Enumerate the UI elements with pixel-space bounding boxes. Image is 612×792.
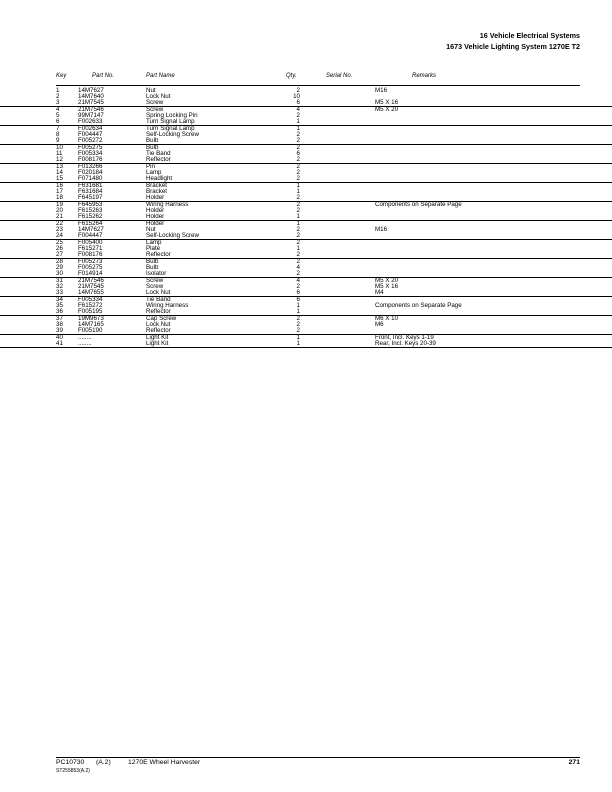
qty-cell: 1 — [296, 340, 300, 347]
key-cell: 26 — [56, 245, 63, 252]
part-no-cell: F615271 — [78, 245, 103, 252]
part-name-cell: Nut — [146, 226, 156, 233]
part-name-cell: Screw — [146, 277, 164, 284]
qty-cell: 2 — [296, 137, 300, 144]
part-no-cell: F615272 — [78, 302, 103, 309]
part-no-cell: 21M7546 — [78, 277, 104, 284]
qty-cell: 1 — [296, 334, 300, 341]
key-cell: 33 — [56, 289, 63, 296]
qty-cell: 2 — [296, 270, 300, 277]
qty-cell: 6 — [296, 289, 300, 296]
qty-cell: 2 — [296, 251, 300, 258]
part-name-cell: Lamp — [146, 239, 162, 246]
part-name-cell: Lock Nut — [146, 289, 171, 296]
qty-cell: 1 — [296, 118, 300, 125]
part-name-cell: Lock Nut — [146, 93, 171, 100]
part-name-cell: Isolator — [146, 270, 167, 277]
part-name-cell: Bulb — [146, 137, 159, 144]
key-cell: 8 — [56, 131, 60, 138]
remarks-cell: M5 X 20 — [375, 106, 399, 113]
qty-cell: 2 — [296, 131, 300, 138]
row-group — [0, 183, 612, 202]
col-serial-no: Serial No. — [326, 73, 353, 79]
part-name-cell: Reflector — [146, 156, 171, 163]
key-cell: 30 — [56, 270, 63, 277]
page-header — [446, 31, 580, 52]
part-name-cell: Screw — [146, 106, 164, 113]
key-cell: 22 — [56, 220, 63, 227]
key-cell: 13 — [56, 163, 63, 170]
part-no-cell: F005190 — [78, 327, 103, 334]
part-no-cell: F005195 — [78, 308, 103, 315]
section-title: 16 Vehicle Electrical Systems — [479, 31, 580, 40]
remarks-cell: M5 X 20 — [375, 277, 399, 284]
qty-cell: 1 — [296, 182, 300, 189]
key-cell: 21 — [56, 213, 63, 220]
qty-cell: 2 — [296, 283, 300, 290]
part-no-cell: F615263 — [78, 207, 103, 214]
part-no-cell: F002634 — [78, 125, 103, 132]
model-name: 1270E Wheel Harvester — [128, 759, 201, 766]
part-no-cell: F071480 — [78, 175, 103, 182]
part-no-cell: 99M7147 — [78, 112, 104, 119]
key-cell: 12 — [56, 156, 63, 163]
page-number: 271 — [568, 759, 580, 766]
key-cell: 27 — [56, 251, 63, 258]
group-title: 1673 Vehicle Lighting System 1270E T2 — [446, 41, 580, 51]
part-name-cell: Screw — [146, 283, 164, 290]
key-cell: 25 — [56, 239, 63, 246]
qty-cell: 2 — [296, 258, 300, 265]
qty-cell: 2 — [296, 321, 300, 328]
part-no-cell: F645197 — [78, 194, 103, 201]
qty-cell: 1 — [296, 213, 300, 220]
part-no-cell: 14M7655 — [78, 289, 104, 296]
row-group — [0, 126, 612, 145]
part-no-cell: F008176 — [78, 251, 103, 258]
key-cell: 41 — [56, 340, 63, 347]
key-cell: 32 — [56, 283, 63, 290]
part-name-cell: Holder — [146, 220, 165, 227]
qty-cell: 2 — [296, 156, 300, 163]
part-name-cell: Bulb — [146, 264, 159, 271]
key-cell: 38 — [56, 321, 63, 328]
footer-rule — [56, 757, 580, 758]
row-group — [0, 316, 612, 335]
qty-cell: 2 — [296, 169, 300, 176]
part-no-cell: F008176 — [78, 156, 103, 163]
part-name-cell: Nut — [146, 87, 156, 94]
part-name-cell: Bulb — [146, 144, 159, 151]
key-cell: 18 — [56, 194, 63, 201]
remarks-cell: Components on Separate Page — [375, 302, 462, 309]
qty-cell: 2 — [296, 226, 300, 233]
key-cell: 11 — [56, 150, 63, 157]
part-no-cell: F005400 — [78, 239, 103, 246]
part-name-cell: Bracket — [146, 188, 167, 195]
part-name-cell: Plate — [146, 245, 161, 252]
remarks-cell: Components on Separate Page — [375, 201, 462, 208]
column-headers — [0, 73, 612, 82]
key-cell: 5 — [56, 112, 60, 119]
part-name-cell: Bulb — [146, 258, 159, 265]
qty-cell: 4 — [296, 264, 300, 271]
key-cell: 17 — [56, 188, 63, 195]
row-group — [0, 164, 612, 183]
part-no-cell: F004447 — [78, 131, 103, 138]
qty-cell: 2 — [296, 112, 300, 119]
qty-cell: 2 — [296, 315, 300, 322]
key-cell: 40 — [56, 334, 63, 341]
qty-cell: 4 — [296, 106, 300, 113]
qty-cell: 2 — [296, 175, 300, 182]
part-name-cell: Lamp — [146, 169, 162, 176]
key-cell: 34 — [56, 296, 63, 303]
qty-cell: 2 — [296, 194, 300, 201]
part-no-cell: F615262 — [78, 213, 103, 220]
key-cell: 2 — [56, 93, 60, 100]
row-group — [0, 88, 612, 107]
part-no-cell: F013266 — [78, 163, 103, 170]
part-no-cell: F014914 — [78, 270, 103, 277]
col-key: Key — [56, 73, 67, 79]
key-cell: 4 — [56, 106, 60, 113]
key-cell: 19 — [56, 201, 63, 208]
part-name-cell: Holder — [146, 213, 165, 220]
remarks-cell: M16 — [375, 226, 388, 233]
key-cell: 16 — [56, 182, 63, 189]
row-group — [0, 145, 612, 164]
part-name-cell: Bracket — [146, 182, 167, 189]
remarks-cell: M4 — [375, 289, 384, 296]
part-no-cell: ........ — [78, 334, 92, 341]
qty-cell: 10 — [293, 93, 300, 100]
part-name-cell: Turn Signal Lamp — [146, 125, 195, 132]
remarks-cell: Rear, Incl. Keys 20-39 — [375, 340, 436, 347]
qty-cell: 1 — [296, 245, 300, 252]
key-cell: 20 — [56, 207, 63, 214]
part-no-cell: 14M7640 — [78, 93, 104, 100]
part-name-cell: Holder — [146, 194, 165, 201]
part-name-cell: Wiring Harness — [146, 201, 189, 208]
col-remarks: Remarks — [412, 73, 437, 79]
part-name-cell: Tie Band — [146, 150, 171, 157]
key-cell: 24 — [56, 232, 63, 239]
part-no-cell: F004447 — [78, 232, 103, 239]
part-name-cell: Light Kit — [146, 340, 169, 347]
remarks-cell: M16 — [375, 87, 388, 94]
row-group — [0, 240, 612, 259]
part-name-cell: Cap Screw — [146, 315, 177, 322]
key-cell: 1 — [56, 87, 60, 94]
qty-cell: 2 — [296, 239, 300, 246]
part-no-cell: 21M7546 — [78, 106, 104, 113]
key-cell: 3 — [56, 99, 60, 106]
part-name-cell: Turn Signal Lamp — [146, 118, 195, 125]
part-no-cell: F005334 — [78, 296, 103, 303]
table-row — [0, 341, 612, 347]
part-no-cell: F005273 — [78, 258, 103, 265]
row-group — [0, 107, 612, 126]
remarks-cell: M6 X 10 — [375, 315, 399, 322]
part-name-cell: Tie Band — [146, 296, 171, 303]
qty-cell: 2 — [296, 87, 300, 94]
qty-cell: 2 — [296, 232, 300, 239]
part-no-cell: F005275 — [78, 264, 103, 271]
qty-cell: 2 — [296, 207, 300, 214]
part-name-cell: Reflector — [146, 327, 171, 334]
qty-cell: 6 — [296, 99, 300, 106]
remarks-cell: Front, Incl. Keys 1-19 — [375, 334, 434, 341]
key-cell: 6 — [56, 118, 60, 125]
doc-code: PC10730 — [56, 759, 85, 766]
key-cell: 29 — [56, 264, 63, 271]
part-name-cell: Light Kit — [146, 334, 169, 341]
part-no-cell: F002633 — [78, 118, 103, 125]
qty-cell: 6 — [296, 296, 300, 303]
row-group — [0, 335, 612, 348]
qty-cell: 2 — [296, 327, 300, 334]
part-no-cell: 14M7165 — [78, 321, 104, 328]
col-qty: Qty. — [286, 73, 297, 79]
key-cell: 23 — [56, 226, 63, 233]
part-name-cell: Reflector — [146, 308, 171, 315]
part-name-cell: Headlight — [146, 175, 173, 182]
qty-cell: 2 — [296, 144, 300, 151]
row-group — [0, 278, 612, 297]
part-name-cell: Reflector — [146, 251, 171, 258]
part-no-cell: ........ — [78, 340, 92, 347]
key-cell: 10 — [56, 144, 63, 151]
qty-cell: 2 — [296, 201, 300, 208]
key-cell: 15 — [56, 175, 63, 182]
remarks-cell: M5 X 16 — [375, 283, 399, 290]
part-no-cell: 21M7545 — [78, 283, 104, 290]
part-no-cell: F631684 — [78, 188, 103, 195]
key-cell: 36 — [56, 308, 63, 315]
qty-cell: 1 — [296, 302, 300, 309]
qty-cell: 6 — [296, 150, 300, 157]
part-name-cell: Spring Locking Pin — [146, 112, 198, 119]
part-no-cell: 21M7545 — [78, 99, 104, 106]
part-name-cell: Holder — [146, 207, 165, 214]
qty-cell: 1 — [296, 308, 300, 315]
key-cell: 35 — [56, 302, 63, 309]
part-no-cell: F005275 — [78, 144, 103, 151]
part-no-cell: 14M7627 — [78, 87, 104, 94]
part-no-cell: F615264 — [78, 220, 103, 227]
qty-cell: 1 — [296, 188, 300, 195]
header-rule — [56, 85, 580, 86]
part-name-cell: Self-Locking Screw — [146, 232, 199, 239]
row-group — [0, 259, 612, 278]
part-no-cell: 19M9673 — [78, 315, 104, 322]
key-cell: 9 — [56, 137, 60, 144]
remarks-cell: M6 — [375, 321, 384, 328]
part-no-cell: F005272 — [78, 137, 103, 144]
key-cell: 31 — [56, 277, 63, 284]
part-no-cell: F631681 — [78, 182, 103, 189]
key-cell: 28 — [56, 258, 63, 265]
row-group — [0, 297, 612, 316]
sub-code: ST255853(A.2) — [56, 768, 90, 774]
remarks-cell: M5 X 16 — [375, 99, 399, 106]
qty-cell: 1 — [296, 125, 300, 132]
part-no-cell: 14M7627 — [78, 226, 104, 233]
key-cell: 39 — [56, 327, 63, 334]
key-cell: 7 — [56, 125, 60, 132]
part-name-cell: Lock Nut — [146, 321, 171, 328]
doc-revision: (A.2) — [96, 759, 111, 766]
qty-cell: 4 — [296, 277, 300, 284]
qty-cell: 2 — [296, 163, 300, 170]
row-group — [0, 221, 612, 240]
parts-table — [0, 88, 612, 348]
col-part-name: Part Name — [146, 73, 175, 79]
qty-cell: 1 — [296, 220, 300, 227]
part-no-cell: F645953 — [78, 201, 103, 208]
part-name-cell: Wiring Harness — [146, 302, 189, 309]
part-name-cell: Pin — [146, 163, 155, 170]
key-cell: 14 — [56, 169, 63, 176]
part-no-cell: F005334 — [78, 150, 103, 157]
part-name-cell: Screw — [146, 99, 164, 106]
key-cell: 37 — [56, 315, 63, 322]
row-group — [0, 202, 612, 221]
col-part-no: Part No. — [92, 73, 115, 79]
part-no-cell: F020184 — [78, 169, 103, 176]
part-name-cell: Self-Locking Screw — [146, 131, 199, 138]
